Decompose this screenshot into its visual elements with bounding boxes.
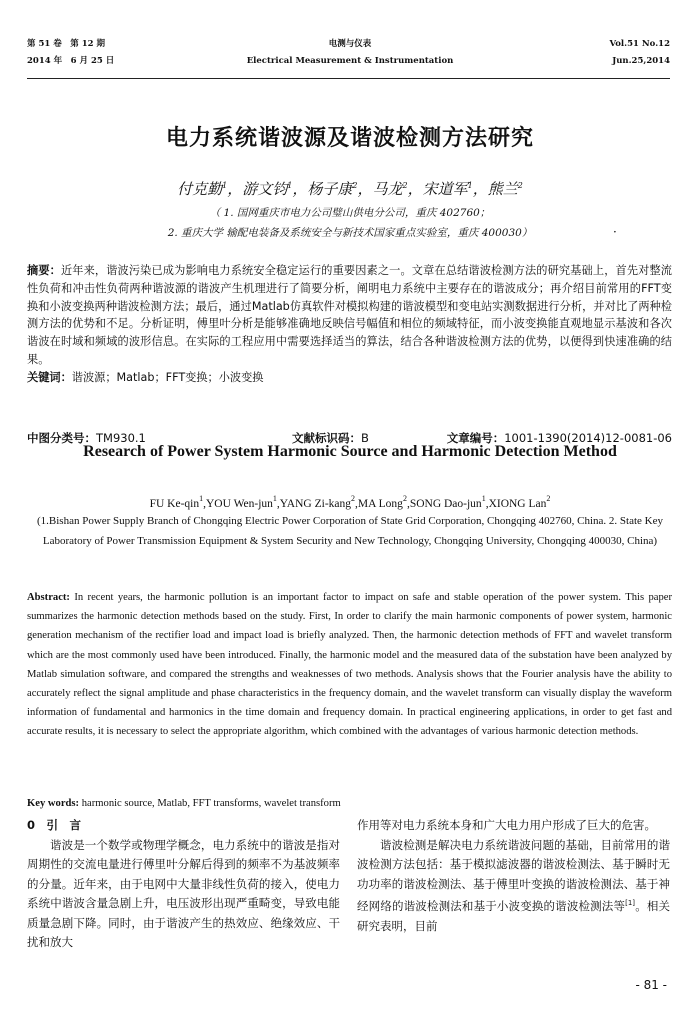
page-number: - 81 - (635, 978, 667, 992)
author-en: XIONG Lan (488, 498, 547, 510)
keywords-en (27, 798, 341, 809)
section-heading-intro: 0 引 言 (27, 818, 82, 832)
author-en: SONG Dao-jun (409, 498, 482, 510)
title-cn: 电力系统谐波源及谐波检测方法研究 (165, 126, 534, 151)
body-paragraph: 谐波是一个数学或物理学概念，电力系统中的谐波是指对周期性的交流电量进行傅里叶分解后得到的频率不为基波频率的分量。近年来，由于电网中大量非线性负荷的接入，使电力系统中谐波含量急剧上升，电压波形出现严重畸变，导致电能质量急剧下降。同时，由于谐波产生的热效应、绝缘效应、干扰和放大 (27, 837, 340, 949)
keywords-cn-text: 谐波源；Matlab；FFT变换；小波变换 (71, 370, 264, 384)
body-paragraph: 谐波检测是解决电力系统谐波问题的基础，目前常用的谐波检测方法包括：基于模拟滤波器的谐波检测法、基于瞬时无功功率的谐波检测法、基于傅里叶变换的谐波检测法、基于神经网络的谐波检测法和基于小波变换的谐波检测法等[1]。相关研究表明，目前 (357, 837, 671, 933)
keywords-en-text: harmonic source, Matlab, FFT transforms, wavelet transform (81, 798, 341, 809)
stray-mark: · (613, 225, 617, 239)
affiliations-en: (1.Bishan Power Supply Branch of Chongqing Electric Power Corporation of State Grid Corporation, Chongqing 402760, China. 2. State Key Laboratory of Power Transmission Equipment & System Security and New Technology, Chongqing University, Chongqing 400030, China) (36, 515, 663, 547)
journal-name: 电测与仪表 Electrical Measurement & Instrumentation (246, 39, 454, 66)
document-code: 文献标识码：B (292, 431, 369, 445)
author-cn: 杨子康 (307, 180, 353, 198)
author-cn: 游文钧 (242, 180, 288, 198)
author-cn: 马龙 (372, 180, 403, 198)
authors-cn: 付克勤$^1$，游文钧$^1$，杨子康$^2$，马龙$^2$，宋道军$^1$，熊兰$^2$ (177, 180, 523, 198)
author-en: YANG Zi-kang (279, 498, 352, 510)
clc-number: 中图分类号：TM930.1 (27, 431, 146, 445)
article-number: 文章编号：1001-1390(2014)12-0081-06 (446, 431, 672, 445)
abstract-en-text: In recent years, the harmonic pollution is an important factor to impact on safe and stable operation of the power system. This paper summarizes the harmonic detection methods based on the study. First, In order to clarify the main harmonic components of power system, harmonic generation mechanism of the rectifier load and impact load is briefly analyzed. Then, the harmonic detection methods of FFT and wavelet transform which are the most commonly used have been introduced. Finally, the harmonic model and the measured data of the substation have been analyzed by Matlab simulation software, and compared the strengths and weaknesses of two methods. Analysis shows that the Fourier analysis have the ability to accurately reflect the signal amplitude and phase characteristics in the frequency domain, and the wavelet transform can visually display the waveform information of fundamental and harmonics in the time domain and frequency domain. In practical engineering applications, in order to get fast and accurate results, it is necessary to select the appropriate algorithm, which combined with the advantages of various harmonic detection methods. (27, 592, 672, 738)
keywords-cn-label: 关键词： (27, 370, 72, 384)
title-en: Research of Power System Harmonic Source and Harmonic Detection Method (83, 443, 617, 460)
keywords-en-label: Key words: (27, 798, 80, 809)
author-en: MA Long (357, 498, 403, 510)
authors-en: FU Ke-qin$^1$,YOU Wen-jun$^1$,YANG Zi-kang$^2$,MA Long$^2$,SONG Dao-jun$^1$,XIONG Lan$^2$ (149, 494, 551, 510)
author-cn: 付克勤 (177, 180, 223, 198)
journal-volume-issue: 第 51 卷 第 12 期 2014 年 6 月 25 日 (27, 39, 115, 66)
abstract-cn (27, 262, 672, 387)
abstract-cn-text: 近年来，谐波污染已成为影响电力系统安全稳定运行的重要因素之一。文章在总结谐波检测方法的研究基础上，首先对整流性负荷和冲击性负荷两种谐波源的谐波产生机理进行了简要分析，阐明电力系统中主要存在的谐波成分；再介绍目前常用的FFT变换和小波变换两种谐波检测方法；最后，通过Matlab仿真软件对模拟构建的谐波模型和变电站实测数据进行分析，并对比了两种检测方法的优势和不足。分析证明，傅里叶分析是能够准确地反映信号幅值和相位的频域特征，而小波变换能直观地显示基波和各次谐波在时域和频域的波形信息。在实际的工程应用中需要选择适当的算法，结合各种谐波检测方法的优势，以便得到快速准确的结果。 (27, 264, 672, 366)
citation-ref[interactable]: [1] (625, 899, 636, 907)
author-cn: 熊兰 (487, 180, 518, 198)
affiliation-cn-2: 2. 重庆大学 输配电装备及系统安全与新技术国家重点实验室，重庆 400030） (167, 227, 533, 239)
abstract-en-label: Abstract: (27, 592, 70, 603)
author-cn: 宋道军 (422, 180, 468, 198)
affiliation-cn-1: （ 1. 国网重庆市电力公司璧山供电分公司，重庆 402760； (209, 207, 491, 219)
abstract-en (27, 588, 672, 742)
body-left-column (27, 816, 340, 953)
author-en: FU Ke-qin (149, 498, 200, 510)
body-paragraph-continued: 作用等对电力系统本身和广大电力用户形成了巨大的危害。 (357, 818, 656, 832)
journal-volume-en: Vol.51 No.12 Jun.25,2014 (609, 39, 670, 66)
abstract-cn-label: 摘要： (27, 264, 61, 277)
header-divider (27, 78, 670, 79)
author-en: YOU Wen-jun (206, 498, 273, 510)
body-right-column (357, 816, 670, 936)
